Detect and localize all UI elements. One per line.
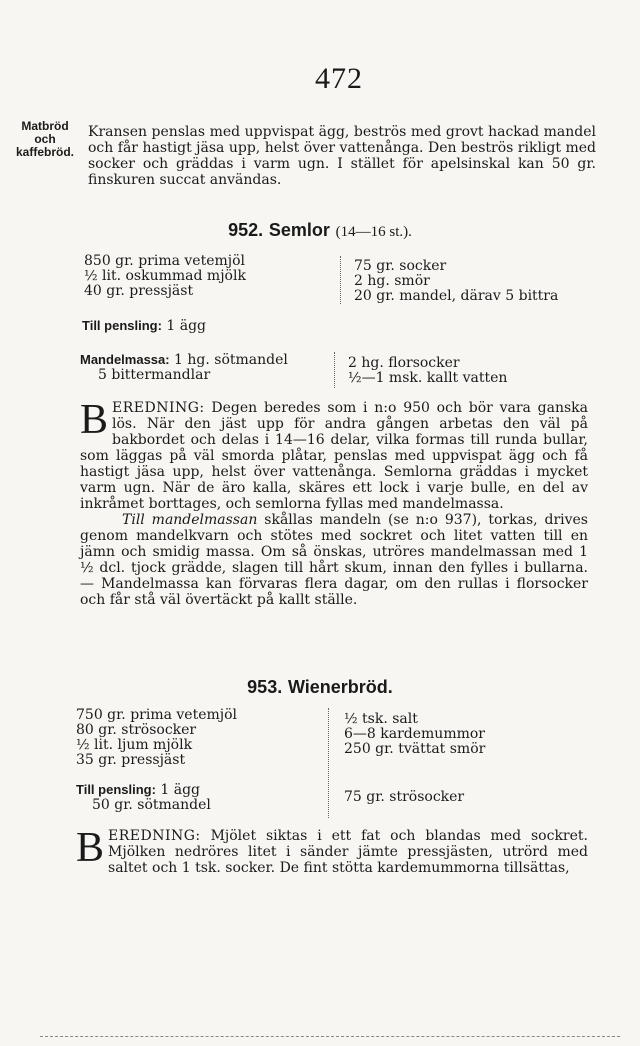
page-bottom-edge (40, 1036, 620, 1037)
method-text: Degen beredes som i n:o 950 och bör vara ganska lös. När den jäst upp för andra gången arbetas den väl på bakbordet och delas i 14—16 delar, vilka formas till runda bullar, som läggas på väl smorda plåtar, penslas med uppvispat ägg och få hastigt jäsa upp, helst över vattenånga. Semlorna gräddas i mycket varm ugn. När de äro kalla, skäres ett lock i varje bulle, en del av inkråmet borttages, och semlorna fyllas med mandelmassa. (80, 400, 588, 512)
ingredient: ½—1 msk. kallt vatten (348, 370, 508, 386)
ingredient: ½ tsk. salt (344, 711, 418, 727)
method-text: Mjölet siktas i ett fat och blandas med sockret. Mjölken nedröres litet i sänder jämte pressjästen, utrörd med saltet och 1 tsk. socker. De fint stötta kardemummorna tillsättas, (108, 828, 588, 876)
recipe-952-method (80, 397, 588, 608)
recipe-953-brush (76, 782, 211, 813)
recipe-952-brush (82, 318, 206, 334)
recipe-953-name: Wienerbröd. (287, 677, 393, 697)
method-heading: EREDNING: (112, 400, 205, 416)
recipe-952-name: Semlor (268, 220, 330, 240)
ingredient: 35 gr. pressjäst (76, 752, 186, 768)
margin-note (8, 120, 82, 159)
margin-note-line-1: Matbröd (21, 119, 69, 133)
intro-paragraph (88, 124, 596, 188)
recipe-952-almond-left (80, 352, 288, 383)
recipe-953-number: 953. (247, 677, 283, 697)
recipe-952-number: 952. (228, 220, 264, 240)
brush-value: 1 ägg (160, 782, 201, 798)
margin-note-line-2: och (34, 132, 56, 146)
intro-text: Kransen penslas med uppvispat ägg, beströs med grovt hackad mandel och får hastigt jäsa upp, helst över vattenånga. Den beströs rikligt med socker och gräddas i varm ugn. I stället för apelsinskal kan 50 gr. finskuren succat användas. (88, 124, 596, 188)
recipe-953-method (76, 825, 588, 876)
recipe-953-ingredients-right (344, 712, 485, 757)
ingredient: 6—8 kardemummor (344, 726, 485, 742)
ingredient: 750 gr. prima vetemjöl (76, 707, 238, 723)
recipe-953-brush-right (344, 790, 464, 805)
recipe-952-ingredients-right (354, 259, 558, 304)
ingredient: 5 bittermandlar (98, 367, 211, 383)
ingredient: 20 gr. mandel, därav 5 bittra (354, 288, 559, 304)
method-heading: EREDNING: (108, 828, 201, 844)
ingredient: 80 gr. strösocker (76, 722, 197, 738)
ingredient: 2 hg. florsocker (348, 355, 460, 371)
dropcap: B (76, 825, 105, 871)
column-divider (334, 352, 335, 388)
ingredient: 40 gr. pressjäst (84, 283, 194, 299)
column-divider (340, 256, 341, 304)
ingredient: 2 hg. smör (354, 273, 430, 289)
recipe-952-almond-right (348, 356, 507, 386)
margin-note-line-3: kaffebröd. (15, 145, 74, 159)
recipe-953-ingredients-left (76, 708, 237, 768)
ingredient: 75 gr. socker (354, 258, 447, 274)
ingredient: 250 gr. tvättat smör (344, 741, 486, 757)
almond-label: Mandelmassa: (80, 352, 170, 367)
ingredient: 50 gr. sötmandel (92, 797, 211, 813)
ingredient: 75 gr. strösocker (344, 789, 465, 805)
recipe-952-ingredients-left (84, 254, 246, 299)
method-text-2: skållas mandeln (se n:o 937), torkas, drives genom mandelkvarn och stötes med sockret och litet vatten till en jämn och smidig massa. Om så önskas, utröres mandelmassan med 1 ½ dcl. tjock grädde, slagen till hårt skum, innan den fylles i bullarna. — Mandelmassa kan förvaras flera dagar, om den rullas i florsocker och får stå väl övertäckt på kallt ställe. (80, 512, 588, 608)
brush-value: 1 ägg (166, 318, 207, 334)
ingredient: 1 hg. sötmandel (174, 352, 288, 368)
method-italic: Till mandelmassan (122, 512, 258, 528)
recipe-953-heading (0, 677, 640, 698)
ingredient: 850 gr. prima vetemjöl (84, 253, 246, 269)
brush-label: Till pensling: (82, 318, 162, 333)
recipe-952-count: (14—16 st.). (335, 224, 412, 240)
brush-label: Till pensling: (76, 782, 156, 797)
column-divider (328, 708, 329, 818)
ingredient: ½ lit. ljum mjölk (76, 737, 193, 753)
ingredient: ½ lit. oskummad mjölk (84, 268, 246, 284)
recipe-952-heading (0, 220, 640, 241)
dropcap: B (80, 397, 109, 443)
page-number: 472 (315, 62, 363, 95)
